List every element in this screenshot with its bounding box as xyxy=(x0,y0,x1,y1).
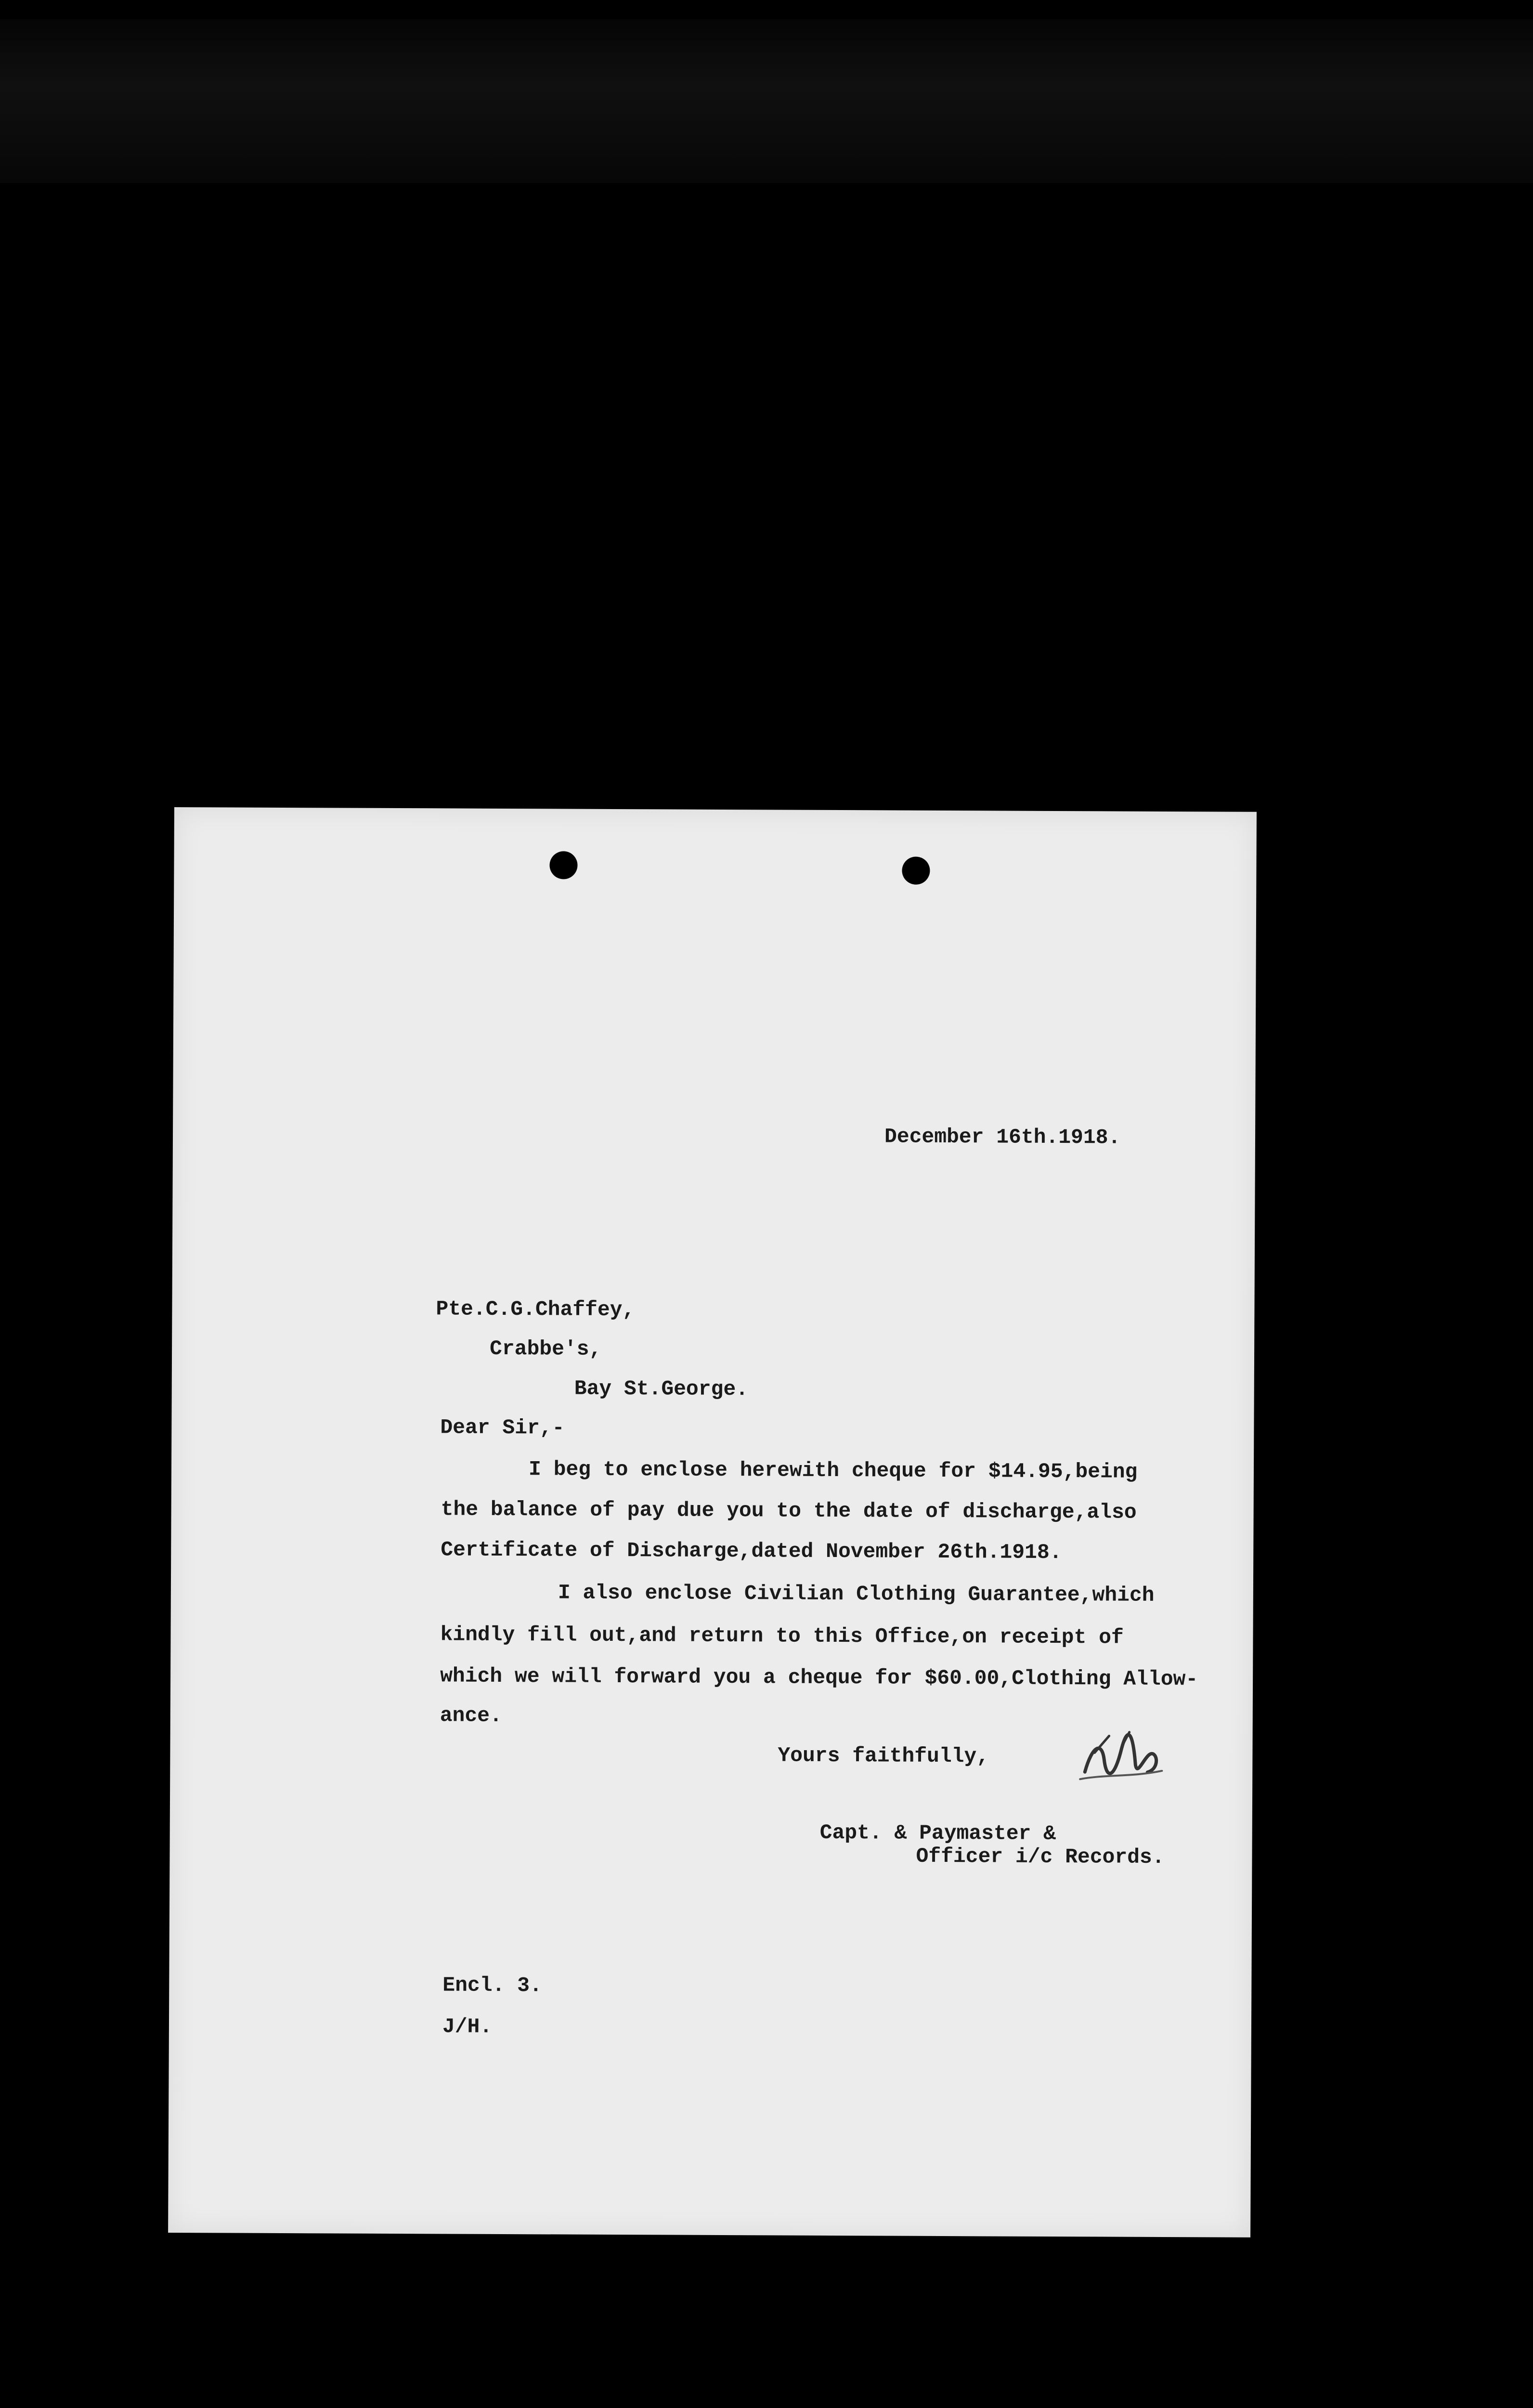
body-line: which we will forward you a cheque for $60.00,Clothing Allow- xyxy=(440,1664,1198,1691)
handwritten-signature xyxy=(1075,1726,1167,1789)
body-line: kindly fill out,and return to this Office,on receipt of xyxy=(440,1623,1124,1649)
address-line: Pte.C.G.Chaffey, xyxy=(436,1297,635,1322)
body-line: Certificate of Discharge,dated November 26th.1918. xyxy=(441,1538,1062,1565)
address-line: Crabbe's, xyxy=(489,1336,602,1361)
body-line: ance. xyxy=(440,1703,502,1727)
closing: Yours faithfully, xyxy=(778,1743,989,1768)
body-line: I also enclose Civilian Clothing Guarantee,which xyxy=(558,1581,1155,1607)
body-line: the balance of pay due you to the date of discharge,also xyxy=(441,1497,1137,1524)
bleed-through-stamp xyxy=(911,888,1017,1948)
punch-hole-left xyxy=(549,851,577,879)
address-line: Bay St.George. xyxy=(574,1376,749,1401)
signature-title-line: Capt. & Paymaster & xyxy=(819,1820,1056,1846)
typist-initials: J/H. xyxy=(442,2015,493,2039)
body-line: I beg to enclose herewith cheque for $14.95,being xyxy=(528,1457,1138,1484)
letter-sheet xyxy=(168,807,1257,2238)
signature-title-line: Officer i/c Records. xyxy=(916,1844,1165,1869)
letter-date: December 16th.1918. xyxy=(884,1125,1121,1150)
salutation: Dear Sir,- xyxy=(440,1415,565,1440)
scan-top-band xyxy=(0,19,1533,183)
enclosure-note: Encl. 3. xyxy=(442,1973,542,1998)
punch-hole-right xyxy=(902,857,930,885)
